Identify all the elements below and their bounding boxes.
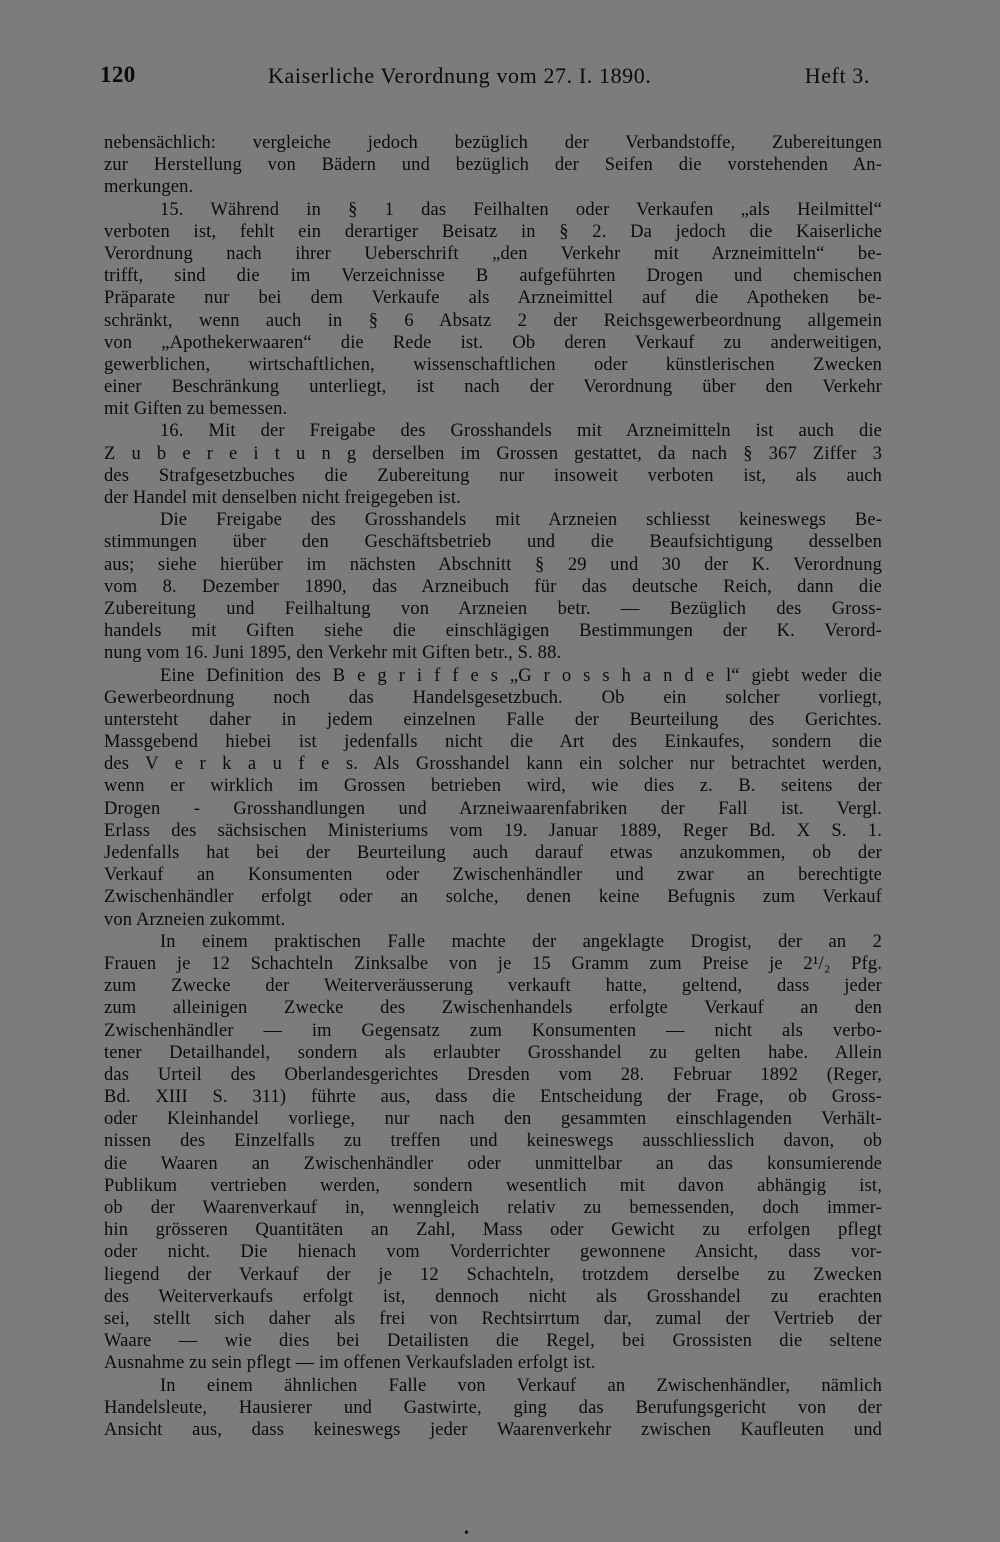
text-line: liegend der Verkauf der je 12 Schachteln, trotzdem derselbe zu Zwecken xyxy=(104,1264,882,1285)
text-line: zum Zwecke der Weiterveräusserung verkauft hatte, geltend, dass jeder xyxy=(104,976,882,997)
page-header xyxy=(100,62,870,102)
text-line: untersteht daher in jedem einzelnen Falle der Beurteilung des Gerichtes. xyxy=(104,709,882,730)
text-line: zur Herstellung von Bädern und bezüglich der Seifen die vorstehenden An- xyxy=(104,155,882,176)
text-line: von „Apothekerwaaren“ die Rede ist. Ob deren Verkauf zu anderweitigen, xyxy=(104,332,882,353)
text-line: tener Detailhandel, sondern als erlaubter Grosshandel zu gelten habe. Allein xyxy=(104,1042,882,1063)
text-line: Zubereitung und Feilhaltung von Arzneien betr. — Bezüglich des Gross- xyxy=(104,598,882,619)
text-line: trifft, sind die im Verzeichnisse B aufgeführten Drogen und chemischen xyxy=(104,266,882,287)
text-line: Gewerbeordnung noch das Handelsgesetzbuch. Ob ein solcher vorliegt, xyxy=(104,687,882,708)
text-line: einer Beschränkung unterliegt, ist nach der Verordnung über den Verkehr xyxy=(104,377,882,398)
text-line: Frauen je 12 Schachteln Zinksalbe von je 15 Gramm zum Preise je 2¹/₂ Pfg. xyxy=(104,953,882,974)
text-line: wenn er wirklich im Grossen betrieben wird, wie dies z. B. seitens der xyxy=(104,776,882,797)
text-line: handels mit Giften siehe die einschlägigen Bestimmungen der K. Verord- xyxy=(104,621,882,642)
text-line: aus; siehe hierüber im nächsten Abschnitt § 29 und 30 der K. Verordnung xyxy=(104,554,882,575)
text-line: Publikum vertrieben werden, sondern wesentlich mit davon abhängig ist, xyxy=(104,1175,882,1196)
text-line: die Waaren an Zwischenhändler oder unmittelbar an das konsumierende xyxy=(104,1153,882,1174)
text-line: Ausnahme zu sein pflegt — im offenen Verkaufsladen erfolgt ist. xyxy=(104,1353,596,1374)
text-line: mit Giften zu bemessen. xyxy=(104,399,288,420)
running-title: Kaiserliche Verordnung vom 27. I. 1890. xyxy=(268,63,652,88)
text-line: In einem ähnlichen Falle von Verkauf an Zwischenhändler, nämlich xyxy=(160,1375,882,1396)
text-line: nung vom 16. Juni 1895, den Verkehr mit Giften betr., S. 88. xyxy=(104,643,562,664)
text-line: Waare — wie dies bei Detailisten die Regel, bei Grossisten die seltene xyxy=(104,1331,882,1352)
text-line: merkungen. xyxy=(104,177,194,198)
text-line: Massgebend hiebei ist jedenfalls nicht die Art des Einkaufes, sondern die xyxy=(104,732,882,753)
text-line: Erlass des sächsischen Ministeriums vom 19. Januar 1889, Reger Bd. X S. 1. xyxy=(104,820,882,841)
text-line: des Weiterverkaufs erfolgt ist, dennoch nicht als Grosshandel zu erachten xyxy=(104,1286,882,1307)
text-line: ob der Waarenverkauf in, wenngleich relativ zu bemessenden, doch immer- xyxy=(104,1198,882,1218)
page-number: 120 xyxy=(100,62,136,87)
text-line: der Handel mit denselben nicht freigegeben ist. xyxy=(104,488,461,508)
text-line: verboten ist, fehlt ein derartiger Beisatz in § 2. Da jedoch die Kaiserliche xyxy=(104,221,882,242)
text-line: Verordnung nach ihrer Ueberschrift „den Verkehr mit Arzneimitteln“ be- xyxy=(104,243,882,264)
text-line: Eine Definition des B e g r i f f e s „G r o s s h a n d e l“ giebt weder die xyxy=(160,665,882,686)
text-line: Bd. XIII S. 311) führte aus, dass die Entscheidung der Frage, ob Gross- xyxy=(104,1087,882,1108)
text-line: von Arzneien zukommt. xyxy=(104,909,286,930)
text-line: nebensächlich: vergleiche jedoch bezüglich der Verbandstoffe, Zubereitungen xyxy=(104,133,882,153)
text-line: des Strafgesetzbuches die Zubereitung nur insoweit verboten ist, als auch xyxy=(104,465,882,486)
text-line: des V e r k a u f e s. Als Grosshandel kann ein solcher nur betrachtet werden, xyxy=(104,754,882,775)
text-line: In einem praktischen Falle machte der angeklagte Drogist, der an 2 xyxy=(160,931,882,952)
text-line: Drogen - Grosshandlungen und Arzneiwaarenfabriken der Fall ist. Vergl. xyxy=(104,798,882,819)
text-line: Jedenfalls hat bei der Beurteilung auch darauf etwas anzukommen, ob der xyxy=(104,843,882,863)
text-line: stimmungen über den Geschäftsbetrieb und die Beaufsichtigung desselben xyxy=(104,532,882,553)
text-line: zum alleinigen Zwecke des Zwischenhandels erfolgte Verkauf an den xyxy=(104,998,882,1019)
text-line: gewerblichen, wirtschaftlichen, wissenschaftlichen oder künstlerischen Zwecken xyxy=(104,354,882,375)
issue-label: Heft 3. xyxy=(804,63,870,88)
text-line: 15. Während in § 1 das Feilhalten oder Verkaufen „als Heilmittel“ xyxy=(160,199,882,220)
text-line: vom 8. Dezember 1890, das Arzneibuch für das deutsche Reich, dann die xyxy=(104,576,882,597)
text-line: das Urteil des Oberlandesgerichtes Dresden vom 28. Februar 1892 (Reger, xyxy=(104,1064,882,1085)
text-line: sei, stellt sich daher als frei von Rechtsirrtum dar, zumal der Vertrieb der xyxy=(104,1308,882,1329)
text-line: oder Kleinhandel vorliege, nur nach den gesammten einschlagenden Verhält- xyxy=(104,1109,882,1130)
text-line: oder nicht. Die hienach vom Vorderrichter gewonnene Ansicht, dass vor- xyxy=(104,1242,882,1263)
text-line: Ansicht aus, dass keineswegs jeder Waarenverkehr zwischen Kaufleuten und xyxy=(104,1419,882,1440)
text-line: Zwischenhändler erfolgt oder an solche, denen keine Befugnis zum Verkauf xyxy=(104,887,882,908)
body-text xyxy=(104,132,882,1441)
text-line: Präparate nur bei dem Verkaufe als Arzneimittel auf die Apotheken be- xyxy=(104,288,882,309)
text-line: Z u b e r e i t u n g derselben im Grossen gestattet, da nach § 367 Ziffer 3 xyxy=(104,443,882,464)
text-line: nissen des Einzelfalls zu treffen und keineswegs ausschliesslich davon, ob xyxy=(104,1131,882,1152)
text-line: hin grösseren Quantitäten an Zahl, Mass oder Gewicht zu erfolgen pflegt xyxy=(104,1220,882,1241)
text-line: Zwischenhändler — im Gegensatz zum Konsumenten — nicht als verbo- xyxy=(104,1020,882,1041)
bottom-mark: • xyxy=(464,1526,469,1541)
text-line: 16. Mit der Freigabe des Grosshandels mit Arzneimitteln ist auch die xyxy=(160,421,882,442)
text-line: Die Freigabe des Grosshandels mit Arzneien schliesst keineswegs Be- xyxy=(160,510,882,531)
text-line: schränkt, wenn auch in § 6 Absatz 2 der Reichsgewerbeordnung allgemein xyxy=(104,310,882,331)
text-line: Handelsleute, Hausierer und Gastwirte, ging das Berufungsgericht von der xyxy=(104,1397,882,1418)
text-line: Verkauf an Konsumenten oder Zwischenhändler und zwar an berechtigte xyxy=(104,865,882,886)
